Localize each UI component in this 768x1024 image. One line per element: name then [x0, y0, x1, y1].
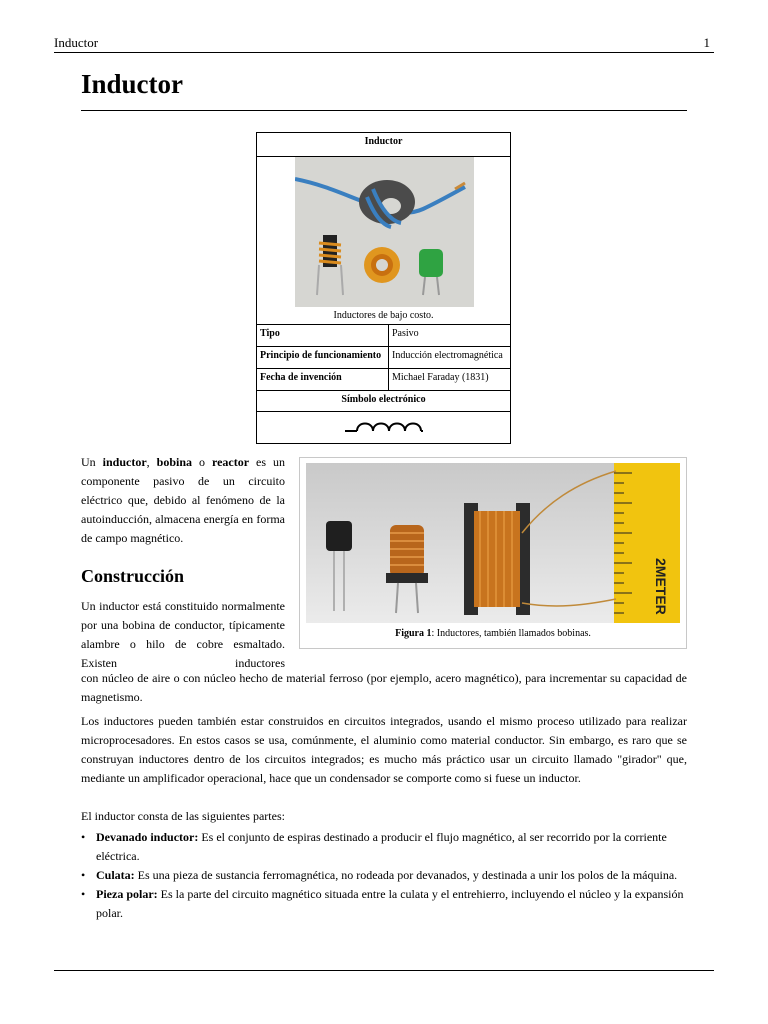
intro-text: Un: [81, 455, 103, 469]
term-inductor: inductor: [102, 455, 147, 469]
infobox-rows: [257, 324, 510, 445]
list-item: [81, 828, 687, 866]
figure-1-caption: [300, 628, 686, 639]
figure-1-label: Figura 1: [395, 628, 432, 639]
construction-paragraph-3: El inductor consta de las siguientes partes:: [81, 809, 285, 823]
part-term: Culata:: [96, 868, 135, 882]
figure-1-photo: [306, 463, 680, 623]
figure-1: [299, 457, 687, 649]
intro-paragraph: [81, 453, 285, 548]
construction-paragraph-1-wide: con núcleo de aire o con núcleo hecho de material ferroso (por ejemplo, acero magnético), para incrementar su capacidad de magnetismo.: [81, 671, 687, 704]
infobox-row-fecha: [257, 368, 510, 390]
intro-text: es un componente pasivo de un circuito eléctrico que, debido al fenómeno de la autoinducción, almacena energía en forma de campo magnético.: [81, 455, 286, 545]
part-description: Es la parte del circuito magnético situada entre la culata y el entrehierro, incluyendo el núcleo y la expansión polar.: [96, 887, 684, 920]
term-bobina: bobina: [156, 455, 193, 469]
bullet: •: [81, 830, 86, 844]
list-item: [81, 885, 687, 923]
infobox-row-tipo: [257, 324, 510, 346]
infobox-row-value: Michael Faraday (1831): [392, 372, 489, 383]
page-title: Inductor: [81, 69, 687, 111]
list-item: [81, 866, 687, 885]
part-term: Devanado inductor:: [96, 830, 199, 844]
section-heading-construccion: Construcción: [81, 566, 184, 586]
bullet: •: [81, 887, 86, 901]
intro-text: o: [192, 455, 212, 469]
infobox-row-key: Principio de funcionamiento: [257, 347, 389, 368]
inductor-symbol: [257, 411, 510, 445]
ruler-label: 2METER: [653, 558, 669, 615]
infobox-row-value: Pasivo: [392, 328, 419, 339]
construction-paragraph-2: Los inductores pueden también estar construidos en circuitos integrados, usando el mismo proceso utilizado para realizar microprocesadores. En estos casos se usa, comúnmente, el aluminio como material conductor. Sin embargo, es raro que se construyan inductores dentro de los circuitos integrados; es mucho más práctico usar un circuito llamado "girador" que, mediante un amplificador operacional, hace que un condensador se comporte como si fuese un inductor.: [81, 714, 687, 785]
figure-1-caption-text: : Inductores, también llamados bobinas.: [431, 628, 591, 639]
part-term: Pieza polar:: [96, 887, 158, 901]
page-number: 1: [703, 35, 710, 50]
footer-rule: [54, 970, 714, 971]
intro-text: ,: [146, 455, 157, 469]
bullet: •: [81, 868, 86, 882]
infobox-row-principio: [257, 346, 510, 368]
infobox-image-caption: Inductores de bajo costo.: [333, 310, 434, 321]
parts-list: [81, 828, 687, 923]
figure-1-photo-art: [306, 463, 680, 623]
term-reactor: reactor: [211, 455, 250, 469]
inductors-photo-art: [295, 157, 474, 307]
infobox-row-key: Tipo: [257, 325, 389, 346]
part-description: Es el conjunto de espiras destinado a producir el flujo magnético, al ser recorrido por la corriente eléctrica.: [96, 830, 667, 863]
part-description: Es una pieza de sustancia ferromagnética, no rodeada por devanados, y destinada a unir los polos de la máquina.: [134, 868, 678, 882]
running-header-title: Inductor: [54, 35, 99, 50]
inductors-photo: [295, 157, 474, 307]
construction-paragraph-1-narrow: Un inductor está constituido normalmente por una bobina de conductor, típicamente alambre o hilo de cobre esmaltado. Existen inductores: [81, 599, 285, 670]
running-header: [54, 34, 714, 53]
infobox-symbol-heading: Símbolo electrónico: [257, 390, 510, 411]
infobox-row-value: Inducción electromagnética: [392, 350, 503, 361]
infobox: [256, 132, 511, 444]
infobox-title: Inductor: [257, 133, 510, 157]
inductor-symbol-icon: [257, 412, 510, 445]
infobox-row-key: Fecha de invención: [257, 369, 389, 390]
